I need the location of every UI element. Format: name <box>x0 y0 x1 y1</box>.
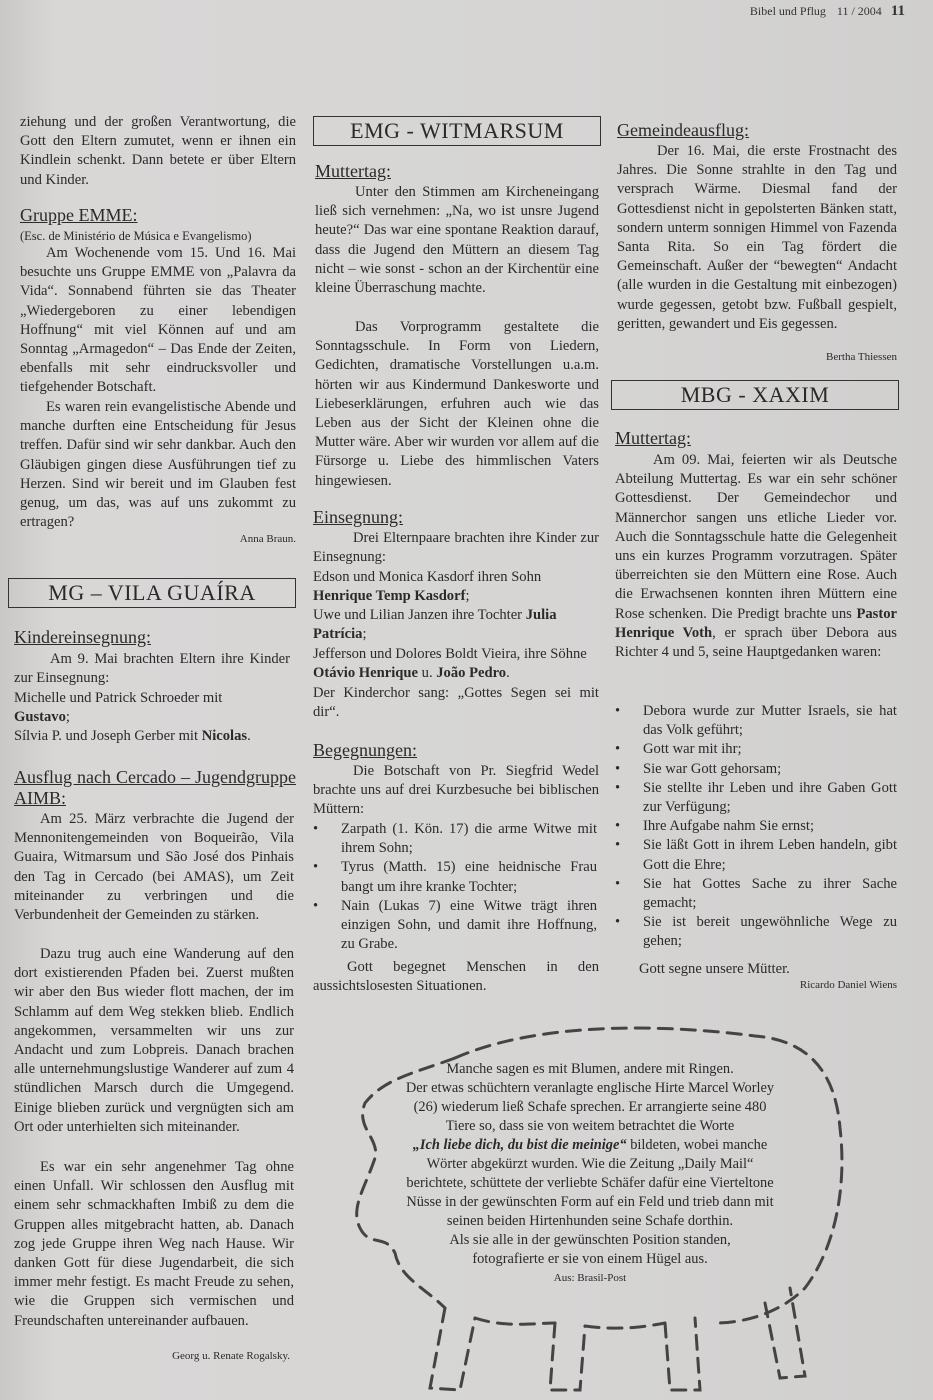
einsegnung-parents-1: Edson und Monica Kasdorf ihren Sohn <box>313 569 542 585</box>
xaxim-text-a: Am 09. Mai, feierten wir als Deutsche Abteilung Muttertag. Es war ein sehr schöner Gottesdienst. Der Gemeindechor und Männerchor sangen uns etliche Lieder vor. Auch die Sonntagsschule hatte die Gelegenheit uns ein kurzes Programm vorzutragen. Später überreichten sie den Müttern eine Rose. Auch die Erwachsenen konnten ihren Müttern eine Rose schenken. Die Predigt brachte uns <box>615 452 897 622</box>
kindereinsegnung-heading: Kindereinsegnung: <box>14 627 151 647</box>
einsegnung-parents-3: Jefferson und Dolores Boldt Vieira, ihre Söhne <box>313 646 587 662</box>
list-item: • Nain (Lukas 7) eine Witwe trägt ihren einzigen Sohn, und damit ihre Hoffnung, zu Grabe. <box>311 897 597 955</box>
intro-paragraph: ziehung und der großen Verantwortung, die Gott den Eltern zumutet, wenn er ihnen ein Kindlein schenkt. Dann betete er über Eltern und Kinder. <box>20 114 296 188</box>
emme-signature: Anna Braun. <box>239 533 296 545</box>
einsegnung-choir: Der Kinderchor sang: „Gottes Segen sei mit dir“. <box>313 685 599 721</box>
mg-vila-guaira-box: MG – VILA GUAÍRA <box>8 578 296 608</box>
emg-witmarsum-box: EMG - WITMARSUM <box>313 116 601 146</box>
xaxim-pastor: Pastor Henrique Voth <box>615 605 897 641</box>
list-item: • Sie hat Gottes Sache zu ihrer Sache gemacht; <box>613 875 897 913</box>
gemeindeausflug-heading: Gemeindeausflug: <box>617 120 749 140</box>
list-item: • Sie ist bereit ungewöhnliche Wege zu gehen; <box>613 913 897 951</box>
list-item: • Gott war mit ihr; <box>613 740 897 759</box>
ausflug-paragraph-2: Dazu trug auch eine Wanderung auf den dort existierenden Pfaden bei. Zuerst mußten wir aber den Bus wieder flott machen, der im Schlamm auf dem Weg stekken blieb. Endlich angekommen, versammelten wir uns zur Andacht und zum Lobpreis. Danach brachen alle unternehmungslustige Wanderer auf zum 4 stündlichen Marsch durch die Umgegend. Einige blieben zurück und vergnügten sich am Ort oder unterhielten sich miteinander. <box>14 946 294 1135</box>
list-item: • Sie stellte ihr Leben und ihre Gaben Gott zur Verfügung; <box>613 779 897 817</box>
emme-heading: Gruppe EMME: <box>20 205 138 225</box>
list-item: • Tyrus (Matth. 15) eine heidnische Frau bangt um ihre kranke Tochter; <box>311 858 597 896</box>
xaxim-muttertag-heading: Muttertag: <box>615 428 691 448</box>
xaxim-text-c: , er sprach über Debora aus Richter 4 und 5, seine Hauptgedanken waren: <box>615 624 897 661</box>
page-header <box>750 3 905 20</box>
quote-line: seinen beiden Hirtenhunden seine Schafe dorthin. <box>446 1213 734 1229</box>
einsegnung-paragraph: Drei Elternpaare brachten ihre Kinder zur Einsegnung: <box>313 530 599 566</box>
gemeindeausflug-paragraph: Der 16. Mai, die erste Frostnacht des Jahres. Die Sonne strahlte in den Tag und versprach Wärme. Diesmal fand der Gottesdienst nicht in gepolsterten Bänken statt, sondern unterm sonnigen Himmel von Fazenda Santa Rita. So ein Tag fördert die Gemeinschaft. Außer der “bewegten“ Andacht (alle wurden in die Gestaltung mit einbezogen) wurde gegessen, getobt bzw. Fußball gespielt, geritten, gewandert und Eis gegessen. <box>617 143 897 332</box>
einsegnung-child-1: Henrique Temp Kasdorf <box>313 588 466 605</box>
einsegnung-conj: u. <box>418 665 437 682</box>
quote-line: Tiere so, dass sie von weitem betrachtet die Worte <box>445 1118 735 1134</box>
ausflug-heading: Ausflug nach Cercado – Jugendgruppe AIMB: <box>14 767 296 808</box>
quote-line: Wörter abgekürzt wurden. Wie die Zeitung „Daily Mail“ <box>426 1156 754 1172</box>
quote-line: Als sie alle in der gewünschten Position standen, <box>449 1232 731 1248</box>
quote-line: (26) wiederum ließ Schafe sprechen. Er arrangierte seine 480 <box>413 1099 767 1115</box>
quote-line <box>370 1136 810 1155</box>
emme-paragraph-2: Es waren rein evangelistische Abende und manche durften eine Entscheidung für Jesus treffen. Dafür sind wir sehr dankbar. Auch den Gläubigen gingen diese Ausführungen tief zu Herzen. Sind wir bereit und im Glauben fest genug, um das, was auf uns zukommt zu ertragen? <box>20 399 296 531</box>
quote-source: Aus: Brasil-Post <box>553 1272 627 1284</box>
einsegnung-child-3b: João Pedro <box>436 665 507 682</box>
einsegnung-child-2: Julia Patrícia <box>313 607 557 643</box>
xaxim-muttertag-paragraph <box>615 451 897 662</box>
muttertag-paragraph-2: Das Vorprogramm gestaltete die Sonntagsschule. In Form von Liedern, Gedichten, dramatische Vorstellungen u.a.m. hörten wir aus Kindermund Dankesworte und Liebeserklärungen, erfuhren auch wie das Leben aus der Sicht der Kleinen ohne die Mutter wäre. Aber wir wurden vor allem auf die Fürsorge u. Liebe des himmlischen Vaters hingewiesen. <box>315 319 599 489</box>
xaxim-points-list <box>613 702 897 952</box>
ausflug-paragraph-3: Es war ein sehr angenehmer Tag ohne einen Unfall. Wir schlossen den Ausflug mit einem sehr schmackhaften Imbiß zu dem die Gruppen alles mitgebracht hatten, ab. Danach zog jede Gruppe ihren Weg nach Hause. Wir danken Gott für diese Jugendarbeit, die sich immer mehr festigt. Es macht Freude zu sehen, wie die Gruppen sich vermischen und Freundschaften untereinander aufbauen. <box>14 1159 294 1329</box>
kinder-child-2: Nicolas <box>201 728 248 744</box>
einsegnung-parents-2: Uwe und Lilian Janzen ihre Tochter <box>313 607 526 623</box>
quote-line: Manche sagen es mit Blumen, andere mit Ringen. <box>446 1061 734 1077</box>
muttertag-heading: Muttertag: <box>315 161 391 181</box>
ausflug-signature: Georg u. Renate Rogalsky. <box>172 1350 290 1362</box>
list-item: • Ihre Aufgabe nahm Sie ernst; <box>613 817 897 836</box>
quote-line-tail: bildeten, wobei manche <box>626 1137 768 1153</box>
einsegnung-line-3: Jefferson und Dolores Boldt Vieira, ihre Söhne Otávio Henrique u. João Pedro. <box>313 646 587 682</box>
quote-line: berichtete, schüttete der verliebte Schäfer dafür eine Vierteltone <box>406 1175 774 1191</box>
kinder-child-1: Gustavo <box>14 709 66 726</box>
mbg-xaxim-box: MBG - XAXIM <box>611 380 899 410</box>
xaxim-closing: Gott segne unsere Mütter. <box>639 961 790 977</box>
einsegnung-line-2: Uwe und Lilian Janzen ihre Tochter Julia Patrícia; <box>313 607 557 643</box>
issue-number: 11 / 2004 <box>836 4 882 18</box>
emme-subtitle: (Esc. de Ministério de Música e Evangelismo) <box>20 229 252 243</box>
begegnungen-heading: Begegnungen: <box>313 740 417 760</box>
publication-name: Bibel und Pflug <box>749 4 826 18</box>
muttertag-paragraph-1: Unter den Stimmen am Kircheneingang ließ sich vernehmen: „Na, wo ist unsre Jugend heute?“ Das war eine spontane Reaktion darauf, dass die Jugend den Müttern an diesem Tag nicht – wie sonst - schon an der Kirchentür eine kleine Überraschung machte. <box>315 184 599 297</box>
begegnungen-paragraph-1: Die Botschaft von Pr. Siegfrid Wedel brachte uns auf drei Kurzbesuche bei biblischen Müttern: <box>313 763 599 818</box>
list-item: • Sie läßt Gott in ihrem Leben handeln, gibt Gott die Ehre; <box>613 836 897 874</box>
kinder-line-1: Michelle und Patrick Schroeder mit Gustavo; <box>14 690 223 726</box>
list-item: • Debora wurde zur Mutter Israels, sie hat das Volk geführt; <box>613 702 897 740</box>
emme-paragraph-1: Am Wochenende vom 15. Und 16. Mai besuchte uns Gruppe EMME von „Palavra da Vida“. Sonnabend führten sie das Theater „Wiedergeboren zu einer lebendigen Hoffnung“ mit viel Können auf und am Sonntag „Armagedon“ – Das Ende der Zeiten, ebenfalls mit sehr eindrucksvoller und tiefgehender Botschaft. <box>20 245 296 396</box>
list-item: • Zarpath (1. Kön. 17) die arme Witwe mit ihrem Sohn; <box>311 820 597 858</box>
list-item: • Sie war Gott gehorsam; <box>613 760 897 779</box>
page-number: 11 <box>890 3 905 19</box>
quote-line: Nüsse in der gewünschten Form auf ein Feld und trieb dann mit <box>406 1194 774 1210</box>
kinder-parents-2: Sílvia P. und Joseph Gerber mit <box>14 728 202 744</box>
kinder-parents-1: Michelle und Patrick Schroeder mit <box>14 690 223 706</box>
kinder-paragraph: Am 9. Mai brachten Eltern ihre Kinder zur Einsegnung: <box>14 651 290 687</box>
sheep-quote <box>370 1060 810 1288</box>
ausflug-paragraph-1: Am 25. März verbrachte die Jugend der Mennonitengemeinden von Boqueirão, Vila Guaira, Witmarsum und São José dos Pinhais den Tag in Cercado (bei AMAS), um Zeit miteinander zu verbringen und die Verbundenheit der Gemeinden zu stärken. <box>14 811 294 924</box>
xaxim-signature: Ricardo Daniel Wiens <box>799 979 897 991</box>
kinder-line-2: Sílvia P. und Joseph Gerber mit Nicolas. <box>14 728 251 744</box>
einsegnung-heading: Einsegnung: <box>313 507 403 527</box>
quote-emphasis: „Ich liebe dich, du bist die meinige“ <box>412 1137 627 1153</box>
einsegnung-child-3a: Otávio Henrique <box>313 665 418 682</box>
quote-line: Der etwas schüchtern veranlagte englische Hirte Marcel Worley <box>405 1080 775 1096</box>
quote-line: fotografierte er sie von einem Hügel aus. <box>472 1251 708 1267</box>
begegnungen-list <box>311 820 597 954</box>
begegnungen-paragraph-2: Gott begegnet Menschen in den aussichtslosesten Situationen. <box>313 959 599 995</box>
einsegnung-line-1: Edson und Monica Kasdorf ihren Sohn Henrique Temp Kasdorf; <box>313 569 542 605</box>
gemeindeausflug-signature: Bertha Thiessen <box>826 351 897 363</box>
